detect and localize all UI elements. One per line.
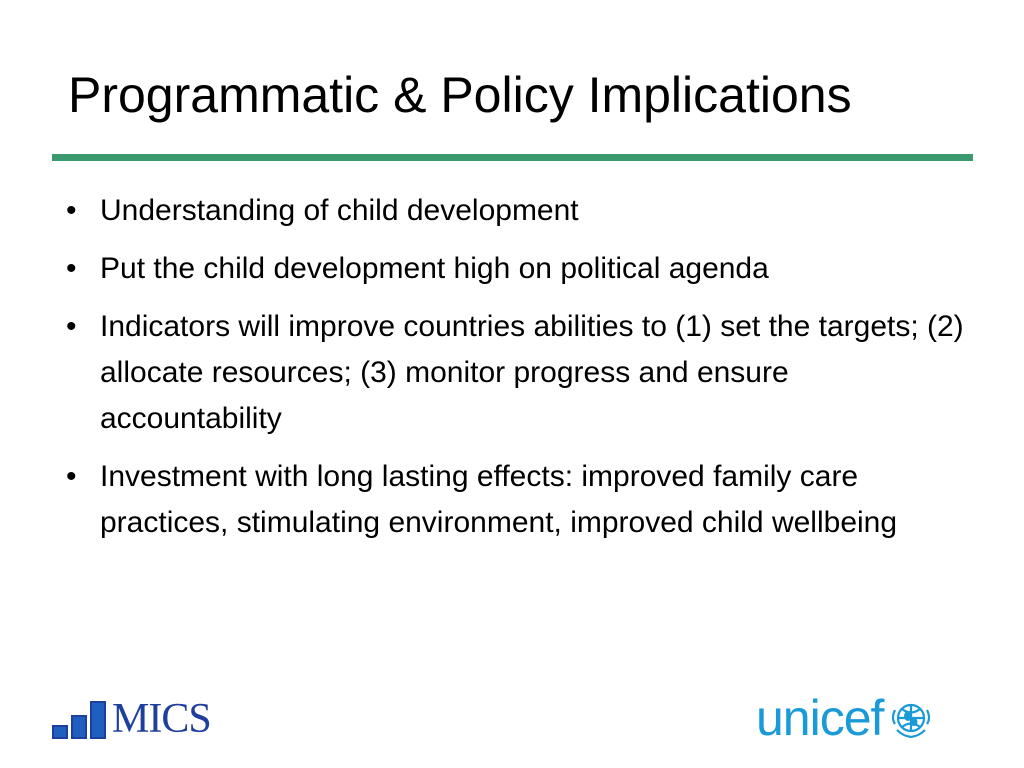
mics-bar-small [52, 725, 68, 739]
unicef-emblem-icon [887, 694, 935, 742]
bullet-text: Investment with long lasting effects: improved family care practices, stimulating environment, improved child wellbeing [100, 460, 898, 539]
mics-bar-large [90, 701, 106, 739]
bullet-item [66, 454, 976, 546]
title-divider [52, 154, 973, 161]
bullet-dot: • [66, 194, 77, 227]
mics-logo [52, 695, 211, 742]
slide-title: Programmatic & Policy Implications [68, 67, 852, 123]
bullet-text: Put the child development high on political agenda [100, 252, 769, 285]
mics-bar-medium [71, 715, 87, 739]
mics-logo-text: MICS [112, 696, 211, 742]
mics-bar-chart-icon [52, 699, 109, 739]
bullet-item [66, 304, 976, 442]
bullet-item [66, 246, 976, 292]
bullet-item [66, 188, 976, 234]
bullet-text: Understanding of child development [100, 194, 579, 227]
unicef-logo-text: unicef [756, 690, 884, 746]
bullet-dot: • [66, 310, 77, 343]
bullet-list [66, 188, 976, 558]
unicef-logo [756, 692, 935, 744]
bullet-dot: • [66, 252, 77, 285]
bullet-text: Indicators will improve countries abilities to (1) set the targets; (2) allocate resources; (3) monitor progress and ensure accountability [100, 310, 964, 435]
bullet-dot: • [66, 460, 77, 493]
